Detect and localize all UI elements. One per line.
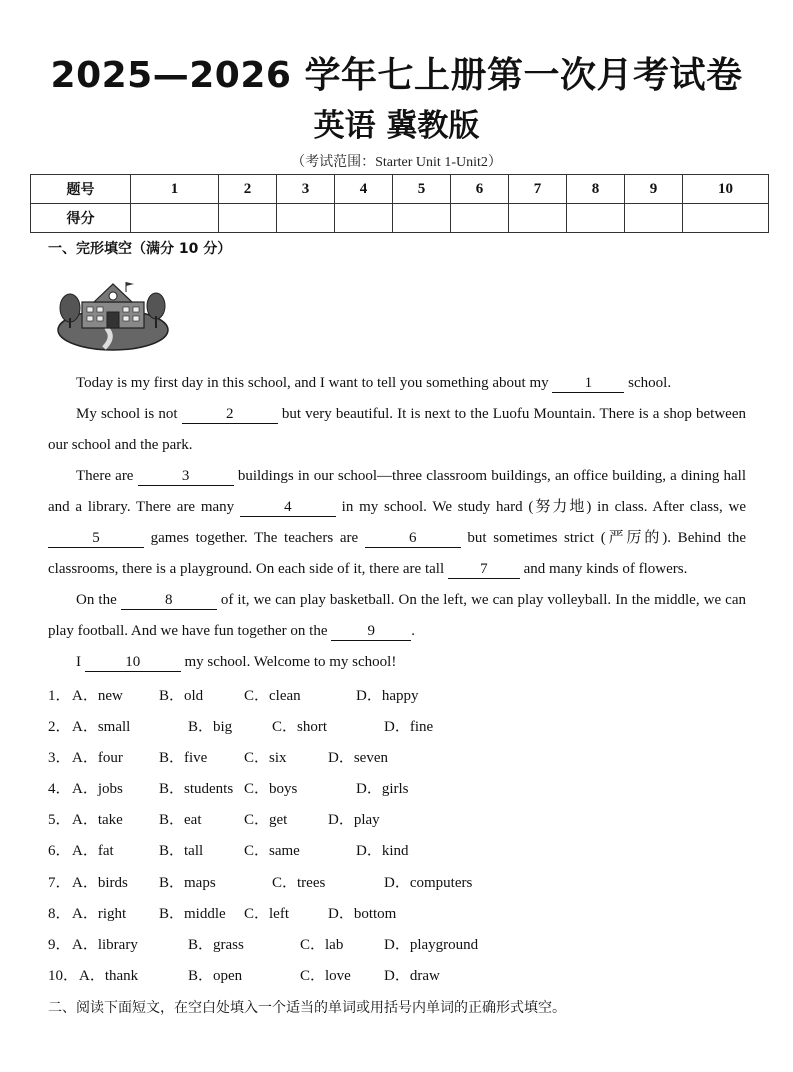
score-cell — [567, 204, 625, 233]
passage-text: and many kinds of flowers. — [519, 561, 688, 577]
question-number: 10． — [48, 967, 79, 984]
option-d: D．draw — [384, 967, 440, 984]
score-table-col: 1 — [131, 175, 219, 204]
option-row — [48, 930, 748, 961]
passage-text: of it, we can play basketball. On the left, we can play volleyball. In the middle, we can play football. And we have fun together on the — [48, 592, 746, 639]
cloze-passage — [48, 368, 746, 678]
score-cell — [335, 204, 393, 233]
option-a: A．fat — [72, 843, 114, 860]
option-c: C．same — [244, 843, 300, 860]
question-number: 5． — [48, 812, 71, 829]
passage-paragraph — [48, 647, 746, 678]
option-a: A．jobs — [72, 781, 123, 798]
option-a: A．thank — [79, 967, 139, 984]
blank: 6 — [365, 530, 461, 548]
options-list — [48, 681, 748, 992]
passage-text: . — [411, 623, 416, 639]
option-a: A．right — [72, 905, 127, 922]
blank: 1 — [552, 375, 624, 393]
score-cell — [451, 204, 509, 233]
passage-text: I — [76, 654, 85, 670]
passage-text: but very beautiful. It is next to the Luofu Mountain. There is a shop between our school and the park. — [48, 406, 746, 453]
passage-text: My school is not — [76, 406, 182, 422]
option-row — [48, 836, 748, 867]
school-building-illustration — [56, 278, 170, 352]
score-table-col: 9 — [625, 175, 683, 204]
score-table-col: 3 — [277, 175, 335, 204]
exam-subtitle: 英语 冀教版 — [313, 108, 480, 144]
option-b: B．big — [188, 719, 233, 736]
score-cell — [219, 204, 277, 233]
option-row — [48, 961, 748, 992]
question-number: 7． — [48, 874, 71, 891]
option-c: C．lab — [300, 936, 344, 953]
option-row — [48, 868, 748, 899]
option-d: D．girls — [356, 781, 409, 798]
score-cell — [277, 204, 335, 233]
score-table-col: 8 — [567, 175, 625, 204]
blank: 3 — [138, 468, 234, 486]
question-number: 9． — [48, 936, 71, 953]
passage-text: On the — [76, 592, 121, 608]
option-b: B．tall — [159, 843, 204, 860]
option-row — [48, 712, 748, 743]
option-b: B．middle — [159, 905, 226, 922]
option-row — [48, 899, 748, 930]
blank: 5 — [48, 530, 144, 548]
passage-paragraph — [48, 585, 746, 647]
question-number: 4． — [48, 781, 71, 798]
option-d: D．seven — [328, 750, 388, 767]
option-c: C．six — [244, 750, 287, 767]
question-number: 6． — [48, 843, 71, 860]
option-a: A．birds — [72, 874, 128, 891]
option-a: A．library — [72, 936, 138, 953]
option-d: D．kind — [356, 843, 409, 860]
section1-heading: 一、完形填空（满分 10 分） — [48, 241, 232, 257]
score-cell — [131, 204, 219, 233]
option-d: D．happy — [356, 688, 419, 704]
score-table — [30, 174, 769, 233]
option-a: A．new — [72, 688, 123, 704]
score-table-col: 5 — [393, 175, 451, 204]
score-cell — [393, 204, 451, 233]
score-cell — [683, 204, 769, 233]
question-number: 3． — [48, 750, 71, 767]
passage-paragraph — [48, 399, 746, 461]
passage-text: my school. Welcome to my school! — [180, 654, 397, 670]
score-table-col: 7 — [509, 175, 567, 204]
option-c: C．get — [244, 812, 288, 829]
blank: 2 — [182, 406, 278, 424]
score-cell — [509, 204, 567, 233]
score-table-score-row — [31, 204, 769, 233]
option-row — [48, 805, 748, 836]
blank: 10 — [85, 654, 181, 672]
option-b: B．five — [159, 750, 208, 767]
score-table-col: 2 — [219, 175, 277, 204]
blank: 7 — [448, 561, 520, 579]
score-table-label-number: 题号 — [31, 175, 131, 204]
passage-text: There are — [76, 468, 138, 484]
passage-text: buildings in our school—three classroom buildings, an office building, a dining hall and a library. There are many — [48, 468, 746, 515]
option-d: D．computers — [384, 874, 473, 891]
option-row — [48, 774, 748, 805]
question-number: 2． — [48, 719, 71, 736]
option-c: C．love — [300, 967, 351, 984]
exam-title: 2025—2026 学年七上册第一次月考试卷 — [50, 55, 743, 96]
option-b: B．maps — [159, 874, 216, 891]
option-row — [48, 743, 748, 774]
passage-text: school. — [624, 375, 672, 391]
passage-text: but sometimes strict (严厉的). Behind the classrooms, there is a playground. On each side of it, there are tall — [48, 530, 746, 577]
option-a: A．small — [72, 719, 131, 736]
exam-range: （考试范围：Starter Unit 1-Unit2） — [291, 155, 502, 170]
blank: 9 — [331, 623, 411, 641]
option-b: B．students — [159, 781, 234, 798]
option-a: A．take — [72, 812, 123, 829]
question-number: 1． — [48, 688, 71, 704]
passage-paragraph — [48, 461, 746, 585]
passage-text: in my school. We study hard (努力地) in class. After class, we — [335, 499, 746, 515]
question-number: 8． — [48, 905, 71, 922]
option-row — [48, 681, 748, 712]
option-b: B．grass — [188, 936, 244, 953]
score-table-header-row — [31, 175, 769, 204]
passage-paragraph — [48, 368, 746, 399]
option-d: D．playground — [384, 936, 479, 953]
option-d: D．fine — [384, 719, 434, 736]
passage-text: games together. The teachers are — [144, 530, 365, 546]
option-d: D．bottom — [328, 905, 397, 922]
score-cell — [625, 204, 683, 233]
option-b: B．open — [188, 967, 243, 984]
passage-text: Today is my first day in this school, and I want to tell you something about my — [76, 375, 553, 391]
option-b: B．eat — [159, 812, 202, 829]
option-c: C．short — [272, 719, 328, 736]
score-table-col: 6 — [451, 175, 509, 204]
option-a: A．four — [72, 750, 123, 767]
option-c: C．clean — [244, 688, 301, 704]
section2-heading: 二、阅读下面短文，在空白处填入一个适当的单词或用括号内单词的正确形式填空。 — [48, 1000, 566, 1016]
option-d: D．play — [328, 812, 380, 829]
score-table-col: 10 — [683, 175, 769, 204]
option-b: B．old — [159, 688, 204, 704]
option-c: C．boys — [244, 781, 298, 798]
blank: 8 — [121, 592, 217, 610]
option-c: C．left — [244, 905, 289, 922]
option-c: C．trees — [272, 874, 326, 891]
blank: 4 — [240, 499, 336, 517]
score-table-col: 4 — [335, 175, 393, 204]
score-table-label-score: 得分 — [31, 204, 131, 233]
